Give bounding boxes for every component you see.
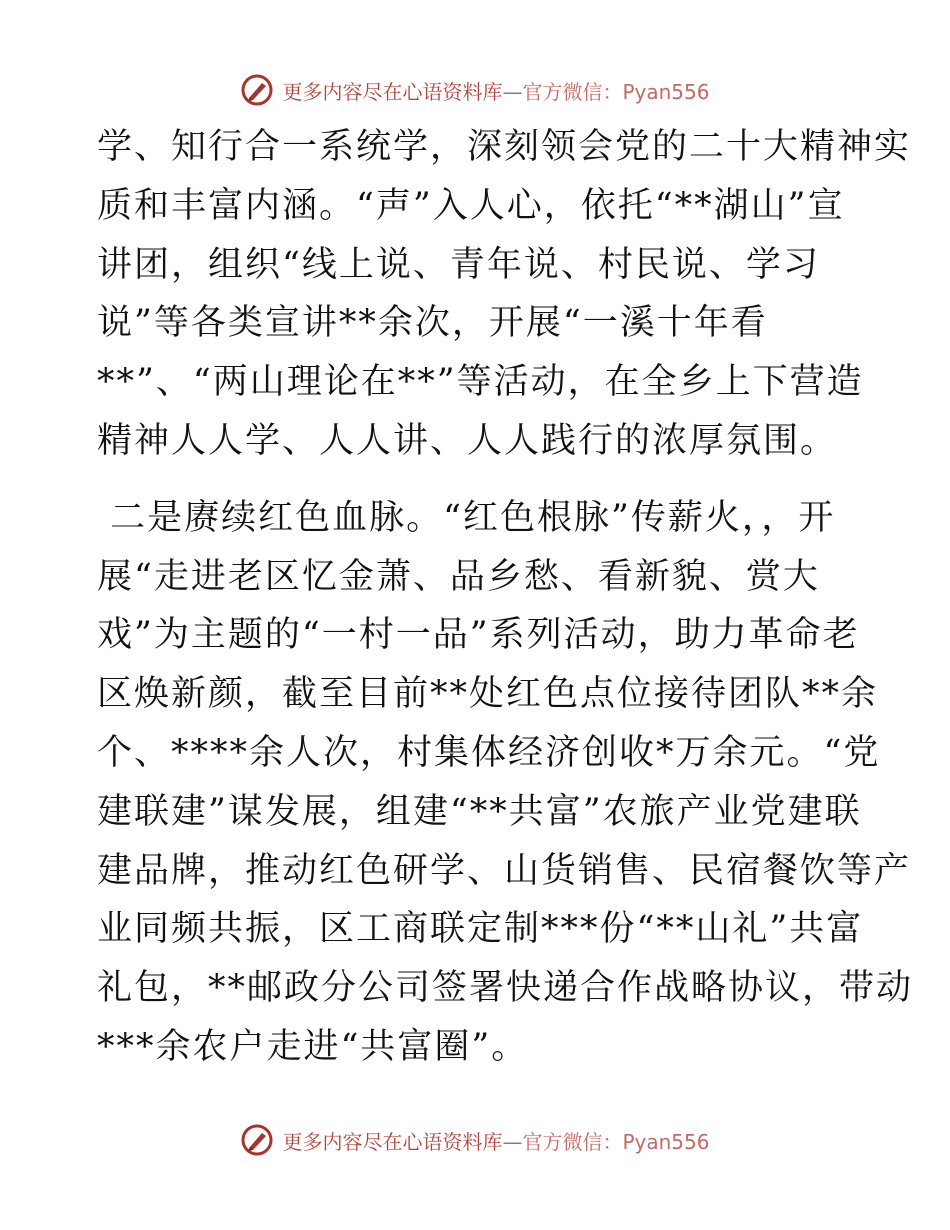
text-line: 质和丰富内涵。“声”入人心，依托“**湖山”宣 xyxy=(97,185,845,226)
text-line: 说”等各类宣讲**余次，开展“一溪十年看 xyxy=(97,303,768,344)
banner-inner xyxy=(240,1123,709,1157)
paragraph-2 xyxy=(97,489,914,1077)
header-banner xyxy=(0,70,950,110)
text-line: 讲团，组织“线上说、青年说、村民说、学习 xyxy=(97,244,820,285)
banner-site-text: 更多内容尽在心语资料库 xyxy=(282,79,503,104)
text-line: 展“走进老区忆金萧、品乡愁、看新貌、赏大 xyxy=(97,556,820,597)
text-line: 业同频共振，区工商联定制***份“**山礼”共富 xyxy=(97,909,864,950)
text-line: 建联建”谋发展，组建“**共富”农旅产业党建联 xyxy=(97,791,862,832)
banner-inner xyxy=(240,73,709,107)
pen-circle-logo-icon xyxy=(240,73,274,107)
banner-label xyxy=(282,76,709,105)
banner-label xyxy=(282,1126,709,1155)
text-line: 区焕新颜，截至目前**处红色点位接待团队**余 xyxy=(97,674,879,715)
pen-circle-logo-icon xyxy=(240,1123,274,1157)
text-line: 精神人人学、人人讲、人人践行的浓厚氛围。 xyxy=(97,420,838,461)
banner-wechat-text: 官方微信：Pyan556 xyxy=(522,79,710,104)
document-body xyxy=(97,118,914,1077)
banner-dash: — xyxy=(502,1129,523,1154)
paragraph-spacer xyxy=(97,471,857,489)
banner-site-text: 更多内容尽在心语资料库 xyxy=(282,1129,503,1154)
paragraph-1 xyxy=(97,118,912,471)
banner-dash: — xyxy=(502,79,523,104)
text-line: 二是赓续红色血脉。“红色根脉”传薪火，，开 xyxy=(97,497,836,538)
text-line: 学、知行合一系统学，深刻领会党的二十大精神实 xyxy=(97,127,912,167)
text-line: **”、“两山理论在**”等活动，在全乡上下营造 xyxy=(97,362,864,403)
text-line: 礼包，**邮政分公司签署快递合作战略协议，带动 xyxy=(97,968,914,1009)
text-line: 戏”为主题的“一村一品”系列活动，助力革命老 xyxy=(97,615,860,656)
footer-banner xyxy=(0,1120,950,1160)
text-line: ***余农户走进“共富圈”。 xyxy=(97,1026,529,1067)
banner-wechat-text: 官方微信：Pyan556 xyxy=(522,1129,710,1154)
text-line: 个、****余人次，村集体经济创收*万余元。“党 xyxy=(97,732,881,773)
text-line: 建品牌，推动红色研学、山货销售、民宿餐饮等产 xyxy=(97,850,912,891)
